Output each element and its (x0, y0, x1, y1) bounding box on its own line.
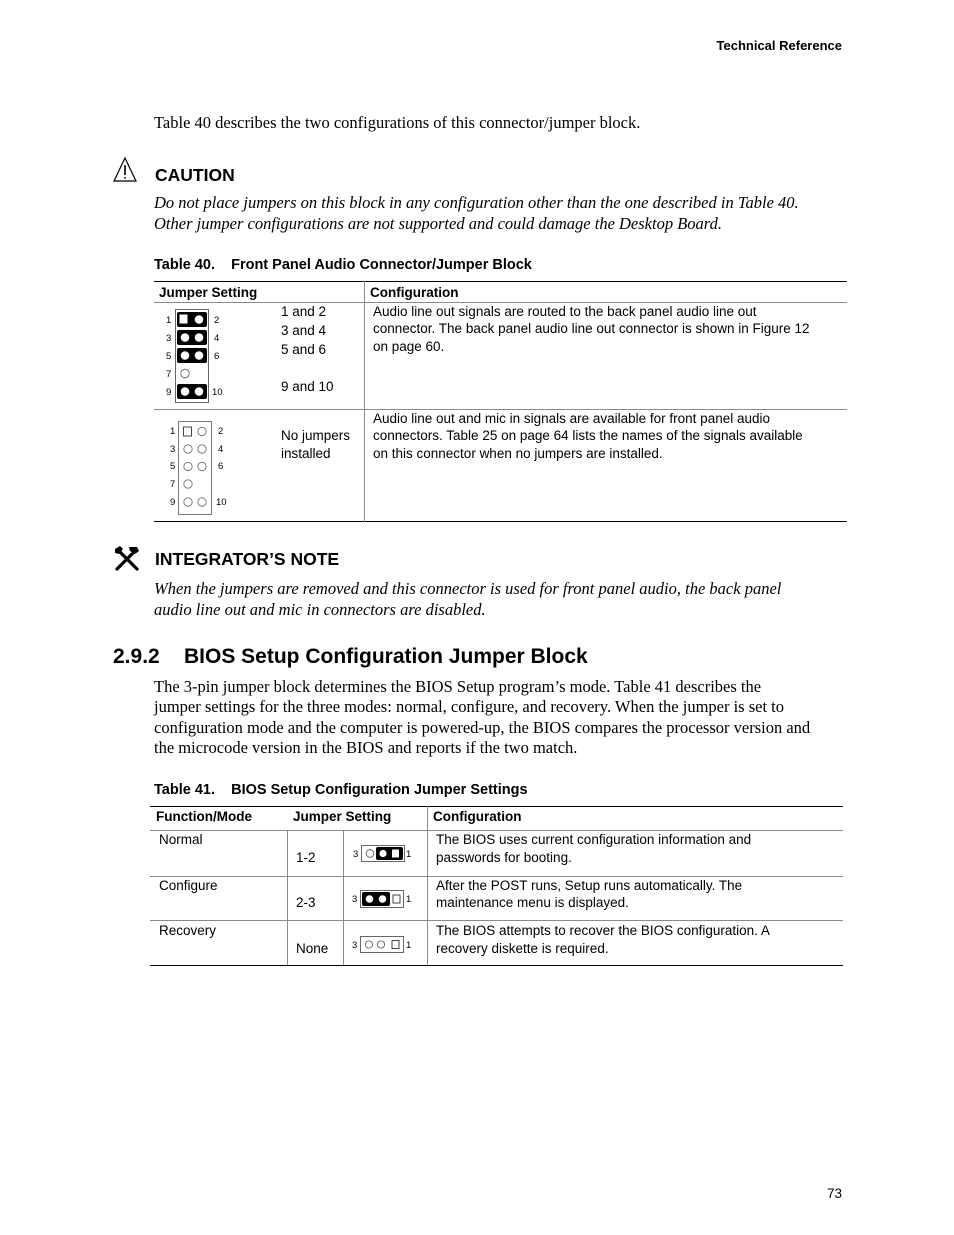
table-41-caption: Table 41. BIOS Setup Configuration Jumper Settings (154, 782, 528, 798)
section-paragraph-line: configuration mode and the computer is powered-up, the BIOS compares the processor version and (154, 718, 811, 737)
pin-label: 4 (218, 444, 224, 455)
pin-label: 7 (166, 369, 172, 380)
config-text-line: Audio line out and mic in signals are available for front panel audio (373, 411, 770, 426)
jumper-3pin-normal (361, 845, 405, 862)
table-41-header-config: Configuration (433, 809, 522, 824)
config-text-line: Audio line out signals are routed to the back panel audio line out (373, 304, 757, 319)
table-41-header-setting: Jumper Setting (293, 809, 392, 824)
mode-recovery: Recovery (159, 923, 217, 938)
page-number: 73 (826, 1186, 842, 1201)
setting-none: None (296, 941, 329, 956)
section-paragraph-line: the microcode version in the BIOS and reports if the two match. (154, 738, 578, 757)
jumper-setting-1-2: 1 and 2 (281, 304, 327, 319)
integrator-note-line-1: When the jumpers are removed and this connector is used for front panel audio, the back panel (154, 579, 782, 598)
section-title: BIOS Setup Configuration Jumper Block (184, 645, 588, 668)
pin-label: 4 (214, 333, 220, 344)
tools-icon (113, 545, 143, 573)
config-text-line: recovery diskette is required. (436, 941, 609, 956)
jumper-setting-5-6: 5 and 6 (281, 342, 327, 357)
integrator-note-title: INTEGRATOR’S NOTE (155, 549, 340, 569)
jumper-setting-none: No jumpers (281, 428, 351, 443)
intro-paragraph: Table 40 describes the two configurations of this connector/jumper block. (154, 113, 641, 132)
setting-2-3: 2-3 (296, 895, 316, 910)
config-text-line: After the POST runs, Setup runs automatically. The (436, 878, 743, 893)
jumper-block-graphic (175, 309, 209, 403)
table-40-caption: Table 40. Front Panel Audio Connector/Jumper Block (154, 257, 532, 273)
table-40-header-jumper: Jumper Setting (159, 285, 258, 300)
section-paragraph-line: The 3-pin jumper block determines the BIOS Setup program’s mode. Table 41 describes the (154, 677, 762, 696)
config-text-line: connector. The back panel audio line out connector is shown in Figure 12 (373, 321, 810, 336)
jumper-block-graphic (178, 421, 212, 515)
pin-label: 1 (170, 426, 176, 437)
section-paragraph-line: jumper settings for the three modes: normal, configure, and recovery. When the jumper is set to (154, 697, 785, 716)
jumper-setting-3-4: 3 and 4 (281, 323, 327, 338)
caution-line-1: Do not place jumpers on this block in any configuration other than the one described in Table 40. (154, 193, 799, 212)
config-text-line: connectors. Table 25 on page 64 lists the names of the signals available (373, 428, 803, 443)
pin-label: 2 (218, 426, 224, 437)
table-41-header-mode: Function/Mode (156, 809, 252, 824)
caution-title: CAUTION (155, 165, 235, 185)
caution-icon (113, 157, 137, 183)
pin-label: 5 (166, 351, 172, 362)
pin-label: 2 (214, 315, 220, 326)
pin-label: 1 (166, 315, 172, 326)
pin-label: 1 (406, 894, 412, 905)
pin-label: 3 (166, 333, 172, 344)
config-text-line: maintenance menu is displayed. (436, 895, 629, 910)
pin-label: 1 (406, 849, 412, 860)
config-text-line: The BIOS uses current configuration information and (436, 832, 752, 847)
jumper-3pin-configure (360, 890, 404, 908)
pin-label: 6 (214, 351, 220, 362)
pin-label: 10 (212, 387, 223, 398)
jumper-3pin-recovery (360, 936, 404, 953)
caution-line-2: Other jumper configurations are not supported and could damage the Desktop Board. (154, 214, 722, 233)
pin-label: 3 (352, 894, 358, 905)
pin-label: 10 (216, 497, 227, 508)
pin-label: 9 (170, 497, 176, 508)
config-text-line: The BIOS attempts to recover the BIOS configuration. A (436, 923, 770, 938)
pin-label: 5 (170, 461, 176, 472)
pin-label: 3 (170, 444, 176, 455)
config-text-line: on this connector when no jumpers are installed. (373, 446, 663, 461)
pin-label: 3 (352, 940, 358, 951)
pin-label: 1 (406, 940, 412, 951)
pin-label: 3 (353, 849, 359, 860)
integrator-note-line-2: audio line out and mic in connectors are disabled. (154, 600, 486, 619)
running-header: Technical Reference (716, 38, 842, 53)
mode-configure: Configure (159, 878, 218, 893)
pin-label: 6 (218, 461, 224, 472)
mode-normal: Normal (159, 832, 203, 847)
pin-label: 7 (170, 479, 176, 490)
jumper-setting-9-10: 9 and 10 (281, 379, 334, 394)
pin-label: 9 (166, 387, 172, 398)
config-text-line: passwords for booting. (436, 850, 572, 865)
config-text-line: on page 60. (373, 339, 445, 354)
setting-1-2: 1-2 (296, 850, 316, 865)
table-40-header-config: Configuration (370, 285, 459, 300)
section-number: 2.9.2 (113, 645, 160, 668)
jumper-setting-none: installed (281, 446, 331, 461)
